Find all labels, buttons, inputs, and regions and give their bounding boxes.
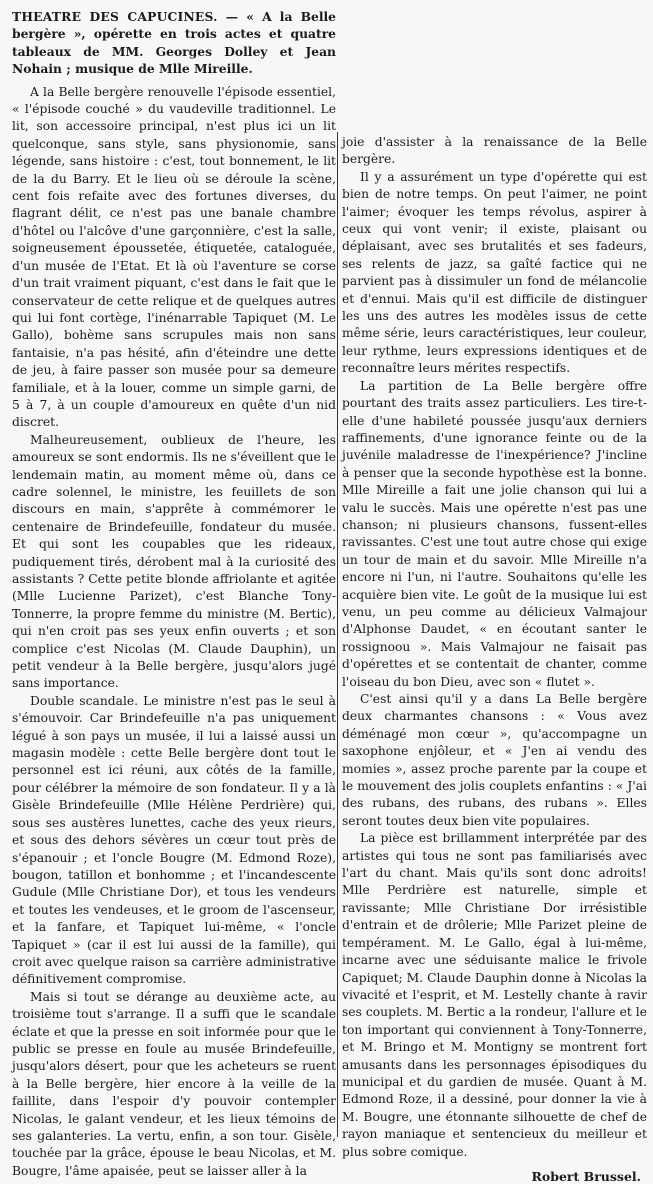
column-divider xyxy=(337,132,338,1137)
paragraph: Mais si tout se dérange au deuxième acte, au troisième tout s'arrange. Il a suffi que le scandale éclate et que la presse en soit informée pour que le public se presse en foule au musée Brindefeuille, jusqu'alors désert, pour que les acheteurs se ruent à la Belle bergère, hier encore à la veille de la faillite, dans l'espoir d'y pouvoir contempler Nicolas, le galant vendeur, et les lieux témoins de ses galanteries. La vertu, enfin, a son tour. Gisèle, touchée par la grâce, épouse le beau Nicolas, et M. Bougre, l'âme apaisée, peut se laisser aller à la xyxy=(12,989,336,1178)
article-heading xyxy=(12,8,336,78)
paragraph: joie d'assister à la renaissance de la Belle bergère. xyxy=(342,135,647,167)
right-column xyxy=(342,134,647,1184)
paragraph: Il y a assurément un type d'opérette qui est bien de notre temps. On peut l'aimer, ne point l'aimer; évoquer les temps révolus, aspirer à ceux qui vont venir; il existe, plaisant ou déplaisant, avec ses brutalités et ses fadeurs, ses relents de jazz, sa gaîté factice qui ne parvient pas à dissimuler un fond de mélancolie et d'ennui. Mais qu'il est difficile de distinguer les uns des autres les modèles issus de cette même série, leurs caractéristiques, leur couleur, leur rythme, leurs expressions identiques et de reconnaître leurs mérites respectifs. xyxy=(342,169,647,376)
left-column xyxy=(12,8,336,1178)
heading-description: — « A la Belle bergère », opérette en trois actes et quatre tableaux de MM. Georges Dolley et Jean Nohain ; musique de Mlle Mireille. xyxy=(12,9,336,77)
paragraph: La partition de La Belle bergère offre pourtant des traits assez particuliers. Les tire-t-elle d'une habileté poussée jusqu'aux derniers raffinements, d'une ignorance feinte ou de la juvénile maladresse de l'inexpérience? J'incline à penser que la seconde hypothèse est la bonne. Mlle Mireille a fait une jolie chanson qui lui a valu le succès. Mais une opérette n'est pas une chanson; ni plusieurs chansons, fussent-elles ravissantes. C'est une tout autre chose qui exige un tour de main et du savoir. Mlle Mireille n'a encore ni l'un, ni l'autre. Souhaitons qu'elle les acquière bien vite. Le goût de la musique lui est venu, un peu comme au délicieux Valmajour d'Alphonse Daudet, « en écoutant santer le rossignoou ». Mais Valmajour ne faisait pas d'opérettes et se contentait de chanter, comme l'oiseau du bon Dieu, avec son « flutet ». xyxy=(342,378,647,689)
paragraph: La pièce est brillamment interprétée par des artistes qui tous ne sont pas familiarisés avec l'art du chant. Mais qu'ils sont donc adroits! Mlle Perdrière est naturelle, simple et ravissante; Mlle Christiane Dor irrésistible d'entrain et de drôlerie; Mlle Parizet pleine de tempérament. M. Le Gallo, égal à lui-même, incarne avec une séduisante malice le frivole Capiquet; M. Claude Dauphin donne à Nicolas la vivacité et l'esprit, et M. Lestelly chante à ravir ses couplets. M. Bertic a la rondeur, l'allure et le ton important qui conviennent à Tony-Tonnerre, et M. Bringo et M. Montigny se montrent fort amusants dans les personnages épisodiques du municipal et du gardien de musée. Quant à M. Edmond Roze, il a dessiné, pour donner la vie à M. Bougre, une étonnante silhouette de chef de rayon maniaque et sentencieux du meilleur et plus sobre comique. xyxy=(342,831,647,1159)
paragraph: A la Belle bergère renouvelle l'épisode essentiel, « l'épisode couché » du vaudeville traditionnel. Le lit, son accessoire principal, n'est plus ici un lit quelconque, sans style, sans physionomie, sans légende, sans histoire : c'est, tout bonnement, le lit de la du Barry. Et le lieu où se déroule la scène, cent fois refaite avec des fortunes diverses, du flagrant délit, ce n'est pas une banale chambre d'hôtel ou l'alcôve d'une garçonnière, c'est la salle, soigneusement époussetée, étiquetée, cataloguée, d'un musée de l'Etat. Et là où l'aventure se corse d'un trait vraiment piquant, c'est dans le fait que le conservateur de cette relique et de quelques autres qui lui font cortège, l'inénarrable Tapiquet (M. Le Gallo), bohème sans scrupules mais non sans fantaisie, n'a pas hésité, afin d'éteindre une dette de jeu, à faire passer son musée pour sa demeure familiale, et à la louer, comme un simple garni, de 5 à 7, à un couple d'amoureux en quête d'un nid discret. xyxy=(12,84,336,430)
paragraph: Double scandale. Le ministre n'est pas le seul à s'émouvoir. Car Brindefeuille n'a pas uniquement légué à son pays un musée, il lui a laissé aussi un magasin modèle : cette Belle bergère dont tout le personnel est ici réuni, aux côtés de la famille, pour célébrer la mémoire de son fondateur. Il y a là Gisèle Brindefeuille (Mlle Hélène Perdrière) qui, sous ses austères lunettes, cache des yeux rieurs, et sous des dehors sévères un cœur tout près de s'épanouir ; et l'oncle Bougre (M. Edmond Roze), bougon, tatillon et bonhomme ; et l'incandescente Gudule (Mlle Christiane Dor), et tous les vendeurs et toutes les vendeuses, et le groom de l'ascenseur, et la fanfare, et Tapiquet lui-même, « l'oncle Tapiquet » (car il est lui aussi de la famille), qui croit avec quelque raison sa carrière administrative définitivement compromise. xyxy=(12,693,336,987)
paragraph: C'est ainsi qu'il y a dans La Belle bergère deux charmantes chansons : « Vous avez déménagé mon cœur », qu'accompagne un saxophone enjôleur, et « J'en ai vendu des momies », assez proche parente par la coupe et le mouvement des jolis couplets enfantins : « J'ai des rubans, des rubans, des rubans ». Elles seront toutes deux bien vite populaires. xyxy=(342,692,647,828)
theatre-name: THEATRE DES CAPUCINES. xyxy=(12,9,218,24)
paragraph: Malheureusement, oublieux de l'heure, les amoureux se sont endormis. Ils ne s'éveillent que le lendemain matin, au moment même où, dans ce cadre solennel, le ministre, les feuillets de son discours en main, s'apprête à commémorer le centenaire de Brindefeuille, fondateur du musée. Et qui sont les coupables que les rideaux, pudiquement tirés, dérobent mal à la curiosité des assistants ? Cette petite blonde affriolante et agitée (Mlle Lucienne Parizet), c'est Blanche Tony-Tonnerre, la propre femme du ministre (M. Bertic), qui n'en croit pas ses yeux enfin ouverts ; et son complice c'est Nicolas (M. Claude Dauphin), un petit vendeur à la Belle bergère, jusqu'alors jugé sans importance. xyxy=(12,432,336,691)
author-signature: Robert Brussel. xyxy=(531,1168,641,1184)
